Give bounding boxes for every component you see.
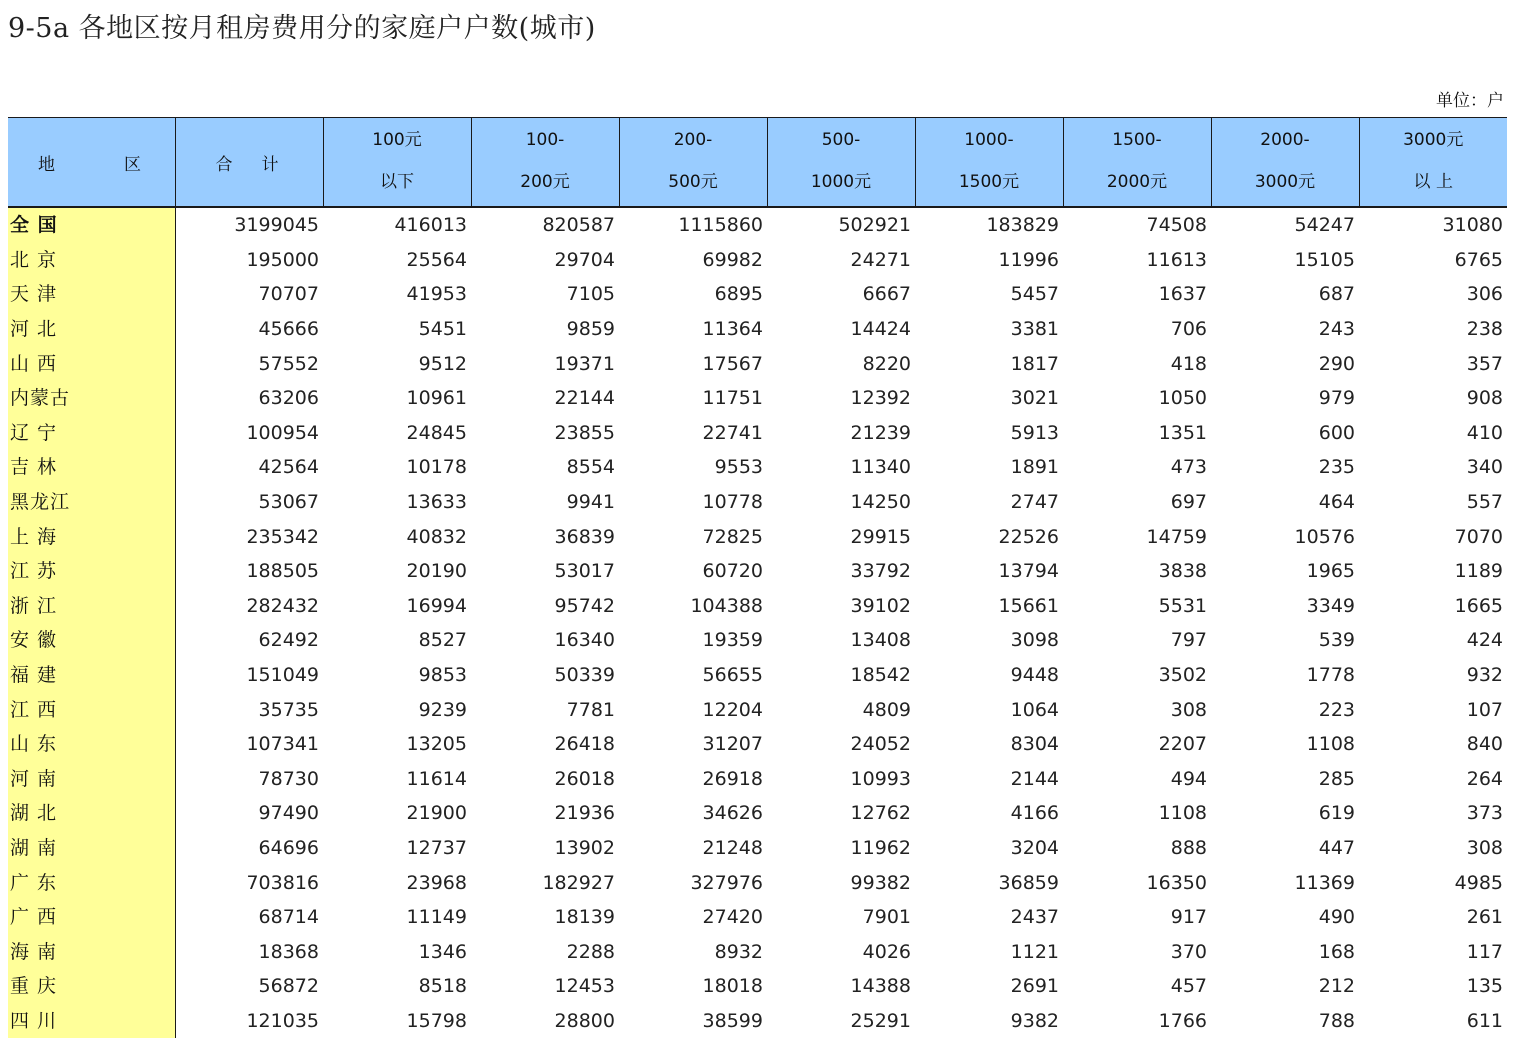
value-cell: 9553 (714, 456, 763, 479)
value-cell: 917 (1170, 906, 1207, 929)
value-cell: 19359 (702, 629, 763, 652)
value-cell: 5913 (1010, 421, 1059, 444)
region-cell: 河 北 (8, 312, 175, 347)
total-cell: 62492 (258, 629, 319, 652)
value-cell: 308 (1466, 836, 1503, 859)
value-cell: 11613 (1146, 248, 1207, 271)
value-cell: 11149 (406, 906, 467, 929)
value-cell: 1064 (1010, 698, 1059, 721)
value-cell: 979 (1318, 387, 1355, 410)
value-cell: 14424 (850, 318, 911, 341)
total-cell: 18368 (258, 940, 319, 963)
region-cell: 北 京 (8, 243, 175, 278)
value-cell: 5531 (1158, 594, 1207, 617)
value-cell: 424 (1466, 629, 1503, 652)
value-cell: 95742 (554, 594, 615, 617)
region-cell: 浙 江 (8, 589, 175, 624)
value-cell: 1346 (418, 940, 467, 963)
value-cell: 14388 (850, 975, 911, 998)
region-cell: 黑龙江 (8, 485, 175, 520)
region-cell: 山 东 (8, 727, 175, 762)
value-cell: 285 (1318, 767, 1355, 790)
value-cell: 9859 (566, 318, 615, 341)
value-cell: 306 (1466, 283, 1503, 306)
value-cell: 12737 (406, 836, 467, 859)
value-cell: 16350 (1146, 871, 1207, 894)
value-cell: 23968 (406, 871, 467, 894)
value-cell: 557 (1466, 491, 1503, 514)
value-cell: 10961 (406, 387, 467, 410)
region-cell: 江 西 (8, 692, 175, 727)
table-row (8, 589, 1507, 624)
value-cell: 14759 (1146, 525, 1207, 548)
value-cell: 4985 (1454, 871, 1503, 894)
value-cell: 416013 (394, 214, 467, 237)
table-row (8, 450, 1507, 485)
region-cell: 河 南 (8, 762, 175, 797)
value-cell: 308 (1170, 698, 1207, 721)
table-row (8, 381, 1507, 416)
value-cell: 1637 (1158, 283, 1207, 306)
value-cell: 29704 (554, 248, 615, 271)
header-bracket-4: 500- 1000元 (767, 118, 915, 208)
value-cell: 22526 (998, 525, 1059, 548)
table-body (8, 207, 1507, 1038)
value-cell: 418 (1170, 352, 1207, 375)
total-cell: 151049 (246, 664, 319, 687)
total-cell: 35735 (258, 698, 319, 721)
value-cell: 10576 (1294, 525, 1355, 548)
value-cell: 40832 (406, 525, 467, 548)
value-cell: 183829 (986, 214, 1059, 237)
total-cell: 235342 (246, 525, 319, 548)
table-row (8, 277, 1507, 312)
total-cell: 195000 (246, 248, 319, 271)
value-cell: 4809 (862, 698, 911, 721)
value-cell: 212 (1318, 975, 1355, 998)
value-cell: 22144 (554, 387, 615, 410)
table-row (8, 623, 1507, 658)
value-cell: 15661 (998, 594, 1059, 617)
value-cell: 3204 (1010, 836, 1059, 859)
value-cell: 8527 (418, 629, 467, 652)
value-cell: 1189 (1454, 560, 1503, 583)
value-cell: 11962 (850, 836, 911, 859)
value-cell: 706 (1170, 318, 1207, 341)
value-cell: 6895 (714, 283, 763, 306)
value-cell: 600 (1318, 421, 1355, 444)
value-cell: 8554 (566, 456, 615, 479)
region-cell: 重 庆 (8, 969, 175, 1004)
total-cell: 57552 (258, 352, 319, 375)
value-cell: 1351 (1158, 421, 1207, 444)
table-row (8, 796, 1507, 831)
value-cell: 3098 (1010, 629, 1059, 652)
value-cell: 12453 (554, 975, 615, 998)
value-cell: 2437 (1010, 906, 1059, 929)
value-cell: 54247 (1294, 214, 1355, 237)
region-cell: 江 苏 (8, 554, 175, 589)
total-cell: 42564 (258, 456, 319, 479)
header-total: 合 计 (175, 118, 323, 208)
value-cell: 21900 (406, 802, 467, 825)
value-cell: 22741 (702, 421, 763, 444)
value-cell: 8932 (714, 940, 763, 963)
table-row (8, 416, 1507, 451)
table-row (8, 554, 1507, 589)
value-cell: 6765 (1454, 248, 1503, 271)
table-row (8, 519, 1507, 554)
value-cell: 6667 (862, 283, 911, 306)
total-cell: 100954 (246, 421, 319, 444)
value-cell: 15105 (1294, 248, 1355, 271)
value-cell: 14250 (850, 491, 911, 514)
value-cell: 7070 (1454, 525, 1503, 548)
value-cell: 464 (1318, 491, 1355, 514)
value-cell: 502921 (838, 214, 911, 237)
value-cell: 1891 (1010, 456, 1059, 479)
value-cell: 104388 (690, 594, 763, 617)
value-cell: 3349 (1306, 594, 1355, 617)
value-cell: 3838 (1158, 560, 1207, 583)
total-cell: 97490 (258, 802, 319, 825)
table-row (8, 312, 1507, 347)
total-cell: 63206 (258, 387, 319, 410)
value-cell: 494 (1170, 767, 1207, 790)
table-row (8, 762, 1507, 797)
table-row (8, 346, 1507, 381)
value-cell: 182927 (542, 871, 615, 894)
value-cell: 12392 (850, 387, 911, 410)
value-cell: 50339 (554, 664, 615, 687)
value-cell: 1108 (1306, 733, 1355, 756)
value-cell: 17567 (702, 352, 763, 375)
value-cell: 21936 (554, 802, 615, 825)
region-cell: 安 徽 (8, 623, 175, 658)
table-header-row (8, 118, 1507, 208)
value-cell: 53017 (554, 560, 615, 583)
value-cell: 12204 (702, 698, 763, 721)
value-cell: 13794 (998, 560, 1059, 583)
value-cell: 235 (1318, 456, 1355, 479)
region-cell: 全 国 (8, 207, 175, 243)
value-cell: 117 (1466, 940, 1503, 963)
region-cell: 福 建 (8, 658, 175, 693)
value-cell: 2288 (566, 940, 615, 963)
region-cell: 湖 北 (8, 796, 175, 831)
value-cell: 9239 (418, 698, 467, 721)
header-bracket-8: 3000元 以 上 (1359, 118, 1507, 208)
value-cell: 60720 (702, 560, 763, 583)
value-cell: 26418 (554, 733, 615, 756)
page-title: 9-5a 各地区按月租房费用分的家庭户户数(城市) (8, 13, 596, 44)
value-cell: 490 (1318, 906, 1355, 929)
value-cell: 16994 (406, 594, 467, 617)
total-cell: 107341 (246, 733, 319, 756)
value-cell: 4026 (862, 940, 911, 963)
value-cell: 619 (1318, 802, 1355, 825)
header-bracket-1: 100元 以下 (323, 118, 471, 208)
value-cell: 72825 (702, 525, 763, 548)
region-cell: 海 南 (8, 934, 175, 969)
region-cell: 上 海 (8, 519, 175, 554)
header-bracket-5: 1000- 1500元 (915, 118, 1063, 208)
value-cell: 13408 (850, 629, 911, 652)
unit-label: 单位：户 (1436, 91, 1504, 111)
table-row (8, 831, 1507, 866)
value-cell: 8220 (862, 352, 911, 375)
value-cell: 9941 (566, 491, 615, 514)
value-cell: 12762 (850, 802, 911, 825)
value-cell: 9853 (418, 664, 467, 687)
value-cell: 223 (1318, 698, 1355, 721)
region-cell: 四 川 (8, 1004, 175, 1039)
region-cell: 天 津 (8, 277, 175, 312)
region-cell: 山 西 (8, 346, 175, 381)
value-cell: 1766 (1158, 1009, 1207, 1032)
value-cell: 687 (1318, 283, 1355, 306)
value-cell: 243 (1318, 318, 1355, 341)
total-cell: 188505 (246, 560, 319, 583)
value-cell: 4166 (1010, 802, 1059, 825)
value-cell: 8304 (1010, 733, 1059, 756)
value-cell: 2691 (1010, 975, 1059, 998)
value-cell: 370 (1170, 940, 1207, 963)
region-cell: 辽 宁 (8, 416, 175, 451)
total-cell: 703816 (246, 871, 319, 894)
region-cell: 湖 南 (8, 831, 175, 866)
value-cell: 24052 (850, 733, 911, 756)
table-row (8, 485, 1507, 520)
value-cell: 5451 (418, 318, 467, 341)
region-cell: 广 东 (8, 865, 175, 900)
value-cell: 3502 (1158, 664, 1207, 687)
total-cell: 56872 (258, 975, 319, 998)
value-cell: 357 (1466, 352, 1503, 375)
table-row (8, 658, 1507, 693)
value-cell: 11751 (702, 387, 763, 410)
value-cell: 1115860 (678, 214, 763, 237)
total-cell: 78730 (258, 767, 319, 790)
value-cell: 18139 (554, 906, 615, 929)
value-cell: 20190 (406, 560, 467, 583)
value-cell: 168 (1318, 940, 1355, 963)
value-cell: 457 (1170, 975, 1207, 998)
value-cell: 11614 (406, 767, 467, 790)
value-cell: 1050 (1158, 387, 1207, 410)
total-cell: 64696 (258, 836, 319, 859)
header-bracket-2: 100- 200元 (471, 118, 619, 208)
value-cell: 611 (1466, 1009, 1503, 1032)
value-cell: 327976 (690, 871, 763, 894)
value-cell: 788 (1318, 1009, 1355, 1032)
total-cell: 121035 (246, 1009, 319, 1032)
value-cell: 840 (1466, 733, 1503, 756)
table-row (8, 243, 1507, 278)
value-cell: 16340 (554, 629, 615, 652)
header-bracket-7: 2000- 3000元 (1211, 118, 1359, 208)
region-cell: 广 西 (8, 900, 175, 935)
value-cell: 11364 (702, 318, 763, 341)
value-cell: 7901 (862, 906, 911, 929)
value-cell: 820587 (542, 214, 615, 237)
header-bracket-6: 1500- 2000元 (1063, 118, 1211, 208)
region-cell: 吉 林 (8, 450, 175, 485)
value-cell: 473 (1170, 456, 1207, 479)
value-cell: 888 (1170, 836, 1207, 859)
total-cell: 45666 (258, 318, 319, 341)
total-cell: 53067 (258, 491, 319, 514)
value-cell: 107 (1466, 698, 1503, 721)
value-cell: 908 (1466, 387, 1503, 410)
value-cell: 8518 (418, 975, 467, 998)
value-cell: 261 (1466, 906, 1503, 929)
value-cell: 69982 (702, 248, 763, 271)
value-cell: 447 (1318, 836, 1355, 859)
value-cell: 13205 (406, 733, 467, 756)
value-cell: 373 (1466, 802, 1503, 825)
value-cell: 33792 (850, 560, 911, 583)
table-row (8, 865, 1507, 900)
value-cell: 36839 (554, 525, 615, 548)
value-cell: 31207 (702, 733, 763, 756)
value-cell: 9448 (1010, 664, 1059, 687)
table-row (8, 934, 1507, 969)
value-cell: 56655 (702, 664, 763, 687)
value-cell: 697 (1170, 491, 1207, 514)
value-cell: 23855 (554, 421, 615, 444)
total-cell: 70707 (258, 283, 319, 306)
value-cell: 932 (1466, 664, 1503, 687)
table-row (8, 207, 1507, 243)
value-cell: 340 (1466, 456, 1503, 479)
data-table (8, 117, 1507, 1038)
table-row (8, 692, 1507, 727)
value-cell: 27420 (702, 906, 763, 929)
value-cell: 539 (1318, 629, 1355, 652)
value-cell: 36859 (998, 871, 1059, 894)
value-cell: 11369 (1294, 871, 1355, 894)
value-cell: 24845 (406, 421, 467, 444)
value-cell: 29915 (850, 525, 911, 548)
value-cell: 25291 (850, 1009, 911, 1032)
value-cell: 21248 (702, 836, 763, 859)
value-cell: 264 (1466, 767, 1503, 790)
value-cell: 135 (1466, 975, 1503, 998)
value-cell: 11340 (850, 456, 911, 479)
value-cell: 99382 (850, 871, 911, 894)
value-cell: 38599 (702, 1009, 763, 1032)
value-cell: 9512 (418, 352, 467, 375)
value-cell: 26018 (554, 767, 615, 790)
table-row (8, 1004, 1507, 1039)
value-cell: 1665 (1454, 594, 1503, 617)
value-cell: 797 (1170, 629, 1207, 652)
value-cell: 3021 (1010, 387, 1059, 410)
value-cell: 11996 (998, 248, 1059, 271)
value-cell: 1965 (1306, 560, 1355, 583)
table-row (8, 969, 1507, 1004)
value-cell: 39102 (850, 594, 911, 617)
value-cell: 28800 (554, 1009, 615, 1032)
value-cell: 10178 (406, 456, 467, 479)
table-row (8, 727, 1507, 762)
value-cell: 2144 (1010, 767, 1059, 790)
value-cell: 25564 (406, 248, 467, 271)
header-bracket-3: 200- 500元 (619, 118, 767, 208)
value-cell: 410 (1466, 421, 1503, 444)
value-cell: 18018 (702, 975, 763, 998)
value-cell: 7105 (566, 283, 615, 306)
value-cell: 13633 (406, 491, 467, 514)
value-cell: 2207 (1158, 733, 1207, 756)
value-cell: 18542 (850, 664, 911, 687)
value-cell: 2747 (1010, 491, 1059, 514)
region-cell: 内蒙古 (8, 381, 175, 416)
value-cell: 31080 (1442, 214, 1503, 237)
value-cell: 15798 (406, 1009, 467, 1032)
total-cell: 68714 (258, 906, 319, 929)
value-cell: 19371 (554, 352, 615, 375)
value-cell: 74508 (1146, 214, 1207, 237)
value-cell: 9382 (1010, 1009, 1059, 1032)
value-cell: 41953 (406, 283, 467, 306)
value-cell: 3381 (1010, 318, 1059, 341)
table-row (8, 900, 1507, 935)
value-cell: 10778 (702, 491, 763, 514)
total-cell: 3199045 (234, 214, 319, 237)
header-region: 地 区 (8, 118, 175, 208)
value-cell: 34626 (702, 802, 763, 825)
value-cell: 5457 (1010, 283, 1059, 306)
value-cell: 290 (1318, 352, 1355, 375)
total-cell: 282432 (246, 594, 319, 617)
value-cell: 7781 (566, 698, 615, 721)
value-cell: 10993 (850, 767, 911, 790)
value-cell: 24271 (850, 248, 911, 271)
value-cell: 238 (1466, 318, 1503, 341)
value-cell: 1108 (1158, 802, 1207, 825)
value-cell: 26918 (702, 767, 763, 790)
value-cell: 1817 (1010, 352, 1059, 375)
value-cell: 1121 (1010, 940, 1059, 963)
value-cell: 1778 (1306, 664, 1355, 687)
value-cell: 21239 (850, 421, 911, 444)
value-cell: 13902 (554, 836, 615, 859)
